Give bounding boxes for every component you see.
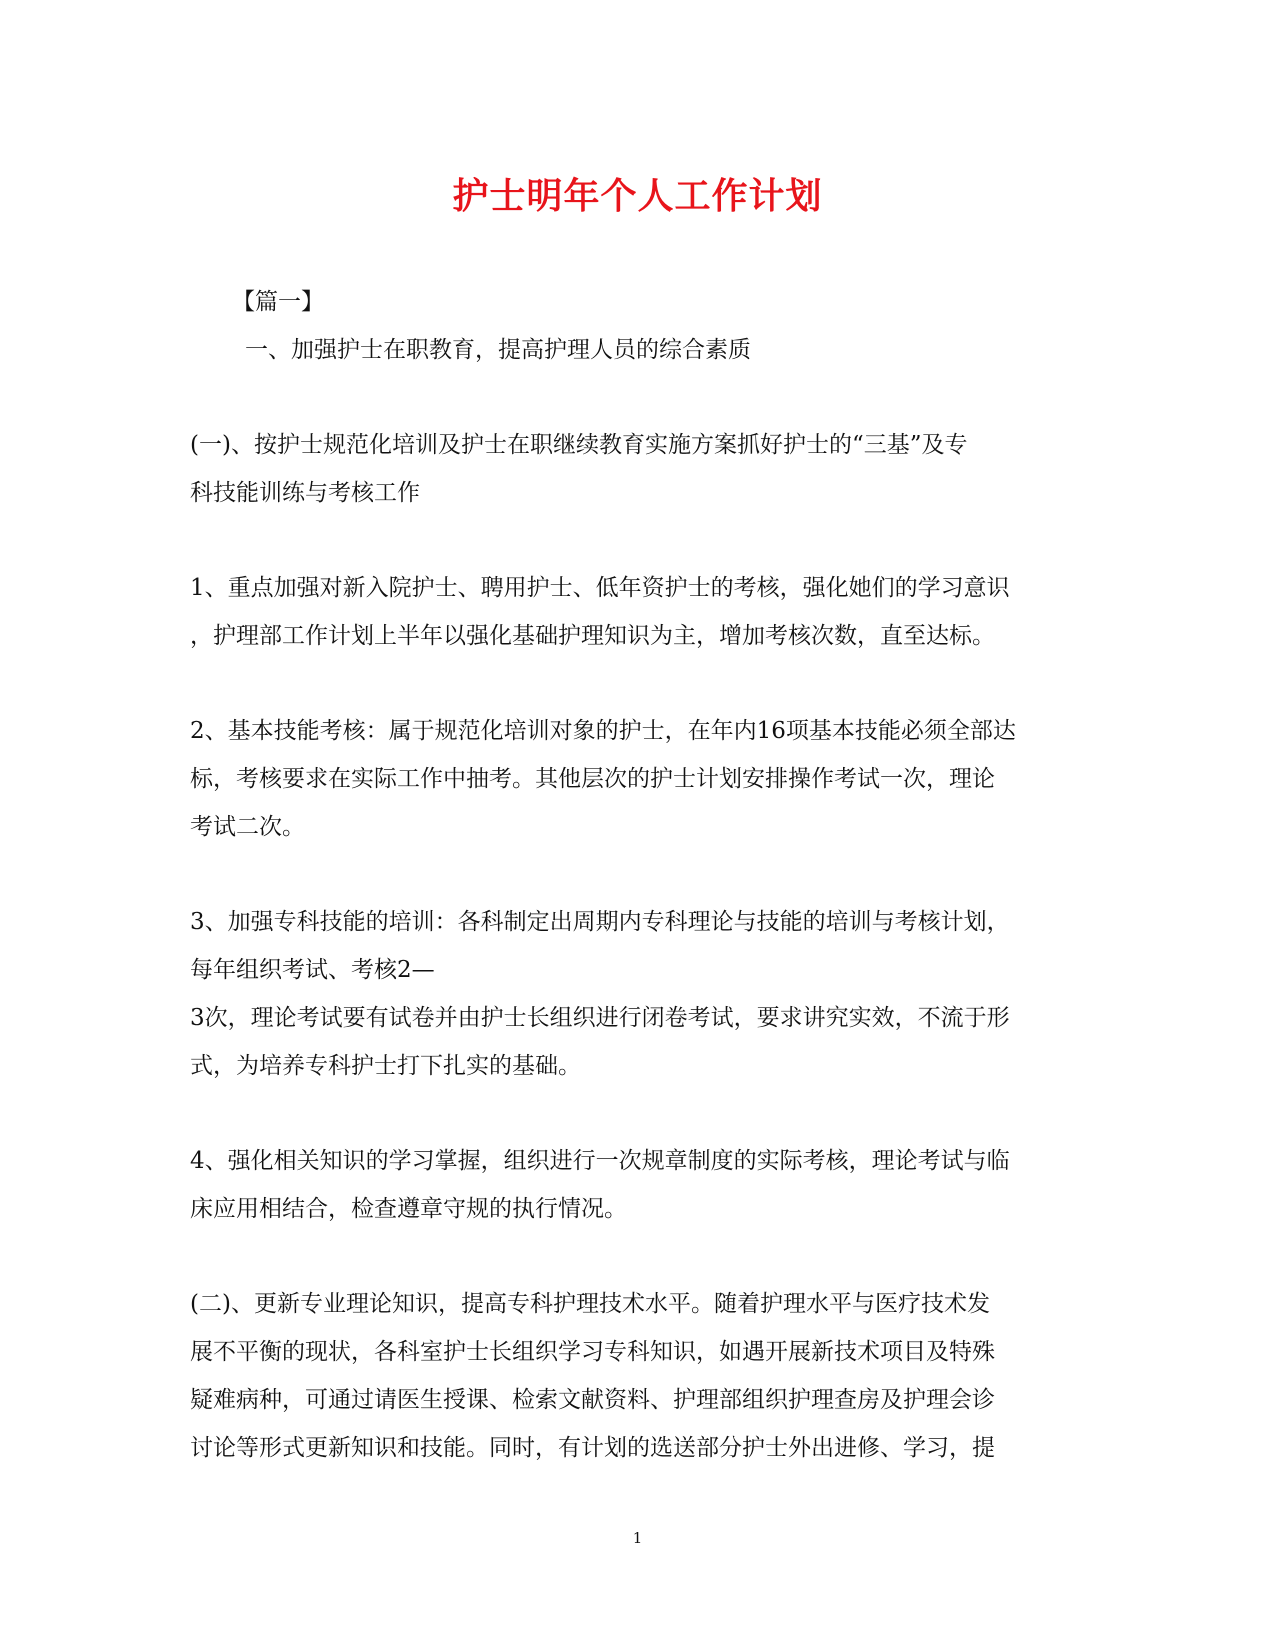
paragraph-gap xyxy=(190,517,1080,564)
paragraph-2 xyxy=(190,564,1080,660)
paragraph-1 xyxy=(190,421,1080,517)
paragraph-line: 考试二次。 xyxy=(190,814,305,840)
paragraph-line: 4、强化相关知识的学习掌握，组织进行一次规章制度的实际考核，理论考试与临 xyxy=(190,1148,1010,1174)
paragraph-line: 3次，理论考试要有试卷并由护士长组织进行闭卷考试，要求讲究实效，不流于形 xyxy=(190,1005,1010,1031)
paragraph-gap xyxy=(190,374,1080,421)
section-label: 【篇一】 xyxy=(232,289,324,315)
paragraph-4 xyxy=(190,898,1080,1090)
heading-1: 一、加强护士在职教育，提高护理人员的综合素质 xyxy=(245,337,751,363)
paragraph-gap xyxy=(190,1233,1080,1280)
paragraph-gap xyxy=(190,851,1080,898)
paragraph-line: 标，考核要求在实际工作中抽考。其他层次的护士计划安排操作考试一次，理论 xyxy=(190,766,995,792)
paragraph-line: 1、重点加强对新入院护士、聘用护士、低年资护士的考核，强化她们的学习意识 xyxy=(190,575,1010,601)
document-body xyxy=(190,278,1080,1472)
paragraph-line: 疑难病种，可通过请医生授课、检索文献资料、护理部组织护理查房及护理会诊 xyxy=(190,1387,995,1413)
paragraph-line: 式，为培养专科护士打下扎实的基础。 xyxy=(190,1053,581,1079)
paragraph-line: 3、加强专科技能的培训：各科制定出周期内专科理论与技能的培训与考核计划， xyxy=(190,909,1010,935)
document-title: 护士明年个人工作计划 xyxy=(452,175,823,217)
paragraph-line: 2、基本技能考核：属于规范化培训对象的护士，在年内16项基本技能必须全部达 xyxy=(190,718,1016,744)
paragraph-line: (一)、按护士规范化培训及护士在职继续教育实施方案抓好护士的“三基”及专 xyxy=(190,432,968,458)
paragraph-6 xyxy=(190,1280,1080,1472)
paragraph-line: 展不平衡的现状，各科室护士长组织学习专科知识，如遇开展新技术项目及特殊 xyxy=(190,1339,995,1365)
paragraph-line: 床应用相结合，检查遵章守规的执行情况。 xyxy=(190,1196,627,1222)
paragraph-line: (二)、更新专业理论知识，提高专科护理技术水平。随着护理水平与医疗技术发 xyxy=(190,1291,990,1317)
paragraph-line: 每年组织考试、考核2— xyxy=(190,957,435,983)
paragraph-gap xyxy=(190,1090,1080,1137)
page-number: 1 xyxy=(632,1529,643,1547)
paragraph-line: 科技能训练与考核工作 xyxy=(190,480,420,506)
paragraph-5 xyxy=(190,1137,1080,1233)
paragraph-3 xyxy=(190,707,1080,851)
paragraph-line: 讨论等形式更新知识和技能。同时，有计划的选送部分护士外出进修、学习，提 xyxy=(190,1435,995,1461)
paragraph-gap xyxy=(190,660,1080,707)
paragraph-line: ，护理部工作计划上半年以强化基础护理知识为主，增加考核次数，直至达标。 xyxy=(190,623,995,649)
